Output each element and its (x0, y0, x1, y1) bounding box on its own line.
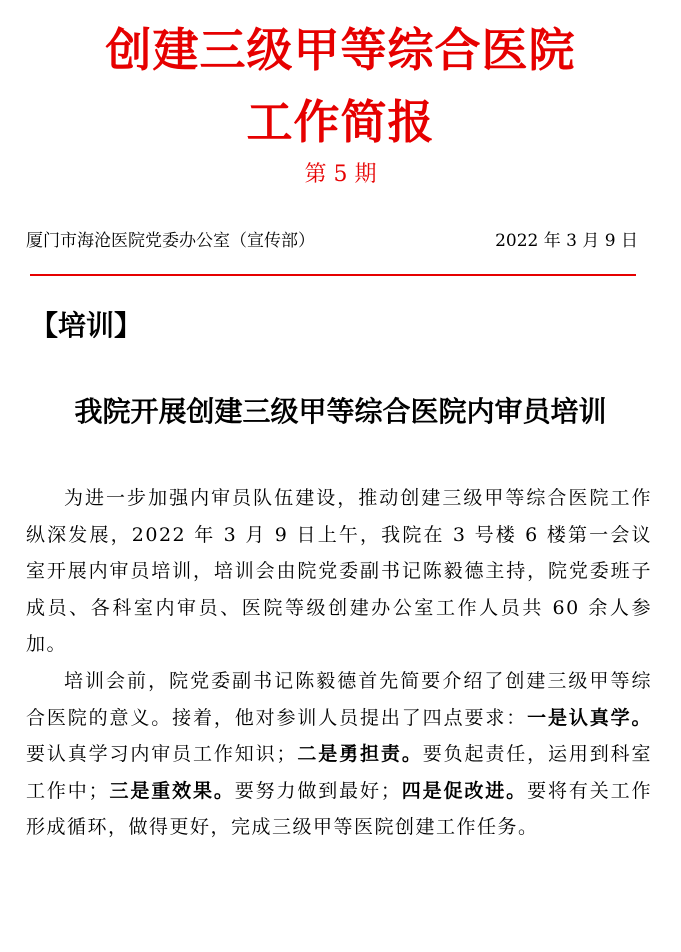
issue-number: 第 5 期 (304, 162, 377, 187)
header-divider (30, 274, 636, 276)
paragraph-text: 要认真学习内审员工作知识； (26, 743, 298, 766)
requirement-two: 二是勇担责。 (297, 743, 423, 766)
requirement-four: 四是促改进。 (401, 779, 528, 802)
requirement-three: 三是重效果。 (109, 779, 235, 802)
article-title: 我院开展创建三级甲等综合医院内审员培训 (74, 395, 607, 428)
paragraph-text: 培训会前，院党委副书记陈毅德首先简要介绍了创建三级甲等综合医院的意义。接着，他对参训人员提出了四点要求： (26, 669, 652, 729)
paragraph-text: 要将有关工作形成循环，做得更好，完成三级甲等医院创建工作任务。 (26, 779, 652, 839)
masthead-title-line1: 创建三级甲等综合医院 (105, 23, 576, 77)
paragraph-text: 要负起责任，运用到科室工作中； (26, 743, 652, 802)
masthead-title-line2: 工作简报 (246, 95, 435, 149)
article-paragraph-1: 为进一步加强内审员队伍建设，推动创建三级甲等综合医院工作纵深发展，2022 年 3 月 9 日上午，我院在 3 号楼 6 楼第一会议室开展内审员培训，培训会由院党委副书记陈毅德主持，院党委班子成员、各科室内审员、医院等级创建办公室工作人员共 60 余人参加。 (26, 487, 652, 656)
publisher-org: 厦门市海沧医院党委办公室（宣传部） (26, 231, 315, 251)
publication-date: 2022 年 3 月 9 日 (495, 231, 638, 251)
article-paragraph-2 (26, 663, 652, 846)
section-tag: 【培训】 (30, 309, 143, 342)
article-body (26, 480, 652, 846)
requirement-one: 一是认真学。 (527, 706, 652, 729)
paragraph-text: 要努力做到最好； (234, 779, 402, 802)
